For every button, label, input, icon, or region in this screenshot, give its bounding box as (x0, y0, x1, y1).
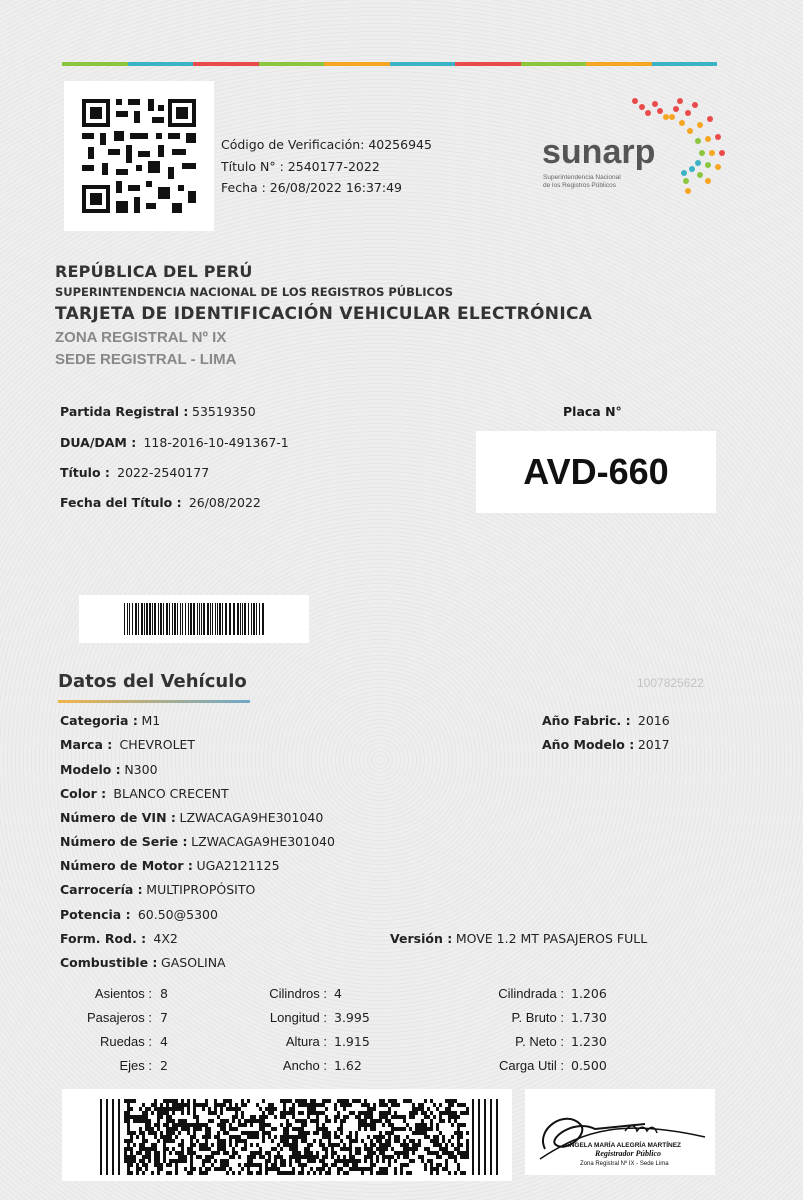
barcode-bar (219, 603, 221, 635)
ancho-label: Ancho : (282, 1058, 327, 1073)
barcode-bar (135, 603, 137, 635)
marca-row: Marca : CHEVROLET (60, 737, 196, 752)
altura-value: 1.915 (334, 1034, 370, 1049)
barcode-bar (240, 603, 241, 635)
barcode-bar (180, 603, 181, 635)
ejes-value: 2 (160, 1058, 168, 1073)
small-barcode (79, 595, 309, 643)
barcode-bar (163, 603, 164, 635)
barcode-bar (197, 603, 198, 635)
barcode-bar (149, 603, 151, 635)
altura-label: Altura : (285, 1034, 327, 1049)
barcode-bar (251, 603, 252, 635)
barcode-bar (201, 603, 202, 635)
barcode-bar (244, 603, 246, 635)
barcode-bar (210, 603, 211, 635)
barcode-bar (217, 603, 218, 635)
barcode-bar (152, 603, 153, 635)
barcode-bar (182, 603, 183, 635)
barcode-bar (193, 603, 195, 635)
barcode-bar (259, 603, 260, 635)
pdf417-barcode (62, 1089, 512, 1181)
barcode-bar (138, 603, 139, 635)
ruedas-label: Ruedas : (99, 1034, 152, 1049)
potencia-row: Potencia : 60.50@5300 (60, 907, 218, 922)
pneto-value: 1.230 (571, 1034, 607, 1049)
signature-stamp (525, 1089, 715, 1175)
ancho-value: 1.62 (334, 1058, 362, 1073)
asientos-value: 8 (160, 986, 168, 1001)
barcode-bar (169, 603, 170, 635)
pasajeros-label: Pasajeros : (86, 1010, 152, 1025)
barcode-bar (207, 603, 209, 635)
modelo-row: Modelo : N300 (60, 762, 158, 777)
cilindrada-value: 1.206 (571, 986, 607, 1001)
barcode-bar (242, 603, 243, 635)
barcode-bar (146, 603, 148, 635)
barcode-bar (215, 603, 216, 635)
vehicle-section-title: Datos del Vehículo (58, 671, 247, 692)
pbruto-value: 1.730 (571, 1010, 607, 1025)
dua-row: DUA/DAM : 118-2016-10-491367-1 (60, 435, 289, 450)
verification-block (221, 134, 432, 199)
barcode-bar (185, 603, 186, 635)
signer-role: Registrador Público (595, 1149, 662, 1158)
barcode-bar (248, 603, 249, 635)
barcode-bar (127, 603, 128, 635)
partida-row: Partida Registral : 53519350 (60, 404, 256, 419)
plate-label: Placa N° (563, 404, 622, 419)
qr-code (64, 81, 214, 231)
signer-zone: Zona Registral Nº IX - Sede Lima (580, 1161, 669, 1167)
serie-row: Número de Serie : LZWACAGA9HE301040 (60, 834, 335, 849)
titulo-row: Título : 2022-2540177 (60, 465, 210, 480)
barcode-bar (253, 603, 255, 635)
logo-subtitle-2: de los Registros Públicos (543, 182, 616, 189)
pneto-label: P. Neto : (515, 1034, 564, 1049)
anio-fabric-row: Año Fabric. : 2016 (542, 713, 670, 728)
agency-heading: SUPERINTENDENCIA NACIONAL DE LOS REGISTROS PÚBLICOS (55, 285, 454, 299)
longitud-value: 3.995 (334, 1010, 370, 1025)
sunarp-logo (540, 95, 730, 205)
fecha-titulo-row: Fecha del Título : 26/08/2022 (60, 495, 261, 510)
motor-row: Número de Motor : UGA2121125 (60, 858, 280, 873)
pasajeros-value: 7 (160, 1010, 168, 1025)
carga-label: Carga Util : (498, 1058, 564, 1073)
cilindros-value: 4 (334, 986, 342, 1001)
barcode-bar (190, 603, 192, 635)
verification-title: Título N° : 2540177-2022 (221, 158, 380, 174)
barcode-bar (160, 603, 162, 635)
barcode-bar (129, 603, 130, 635)
barcode-bar (174, 603, 176, 635)
zone-heading: ZONA REGISTRAL Nº IX (55, 329, 227, 346)
barcode-bar (233, 603, 235, 635)
version-row: Versión : MOVE 1.2 MT PASAJEROS FULL (390, 931, 648, 946)
barcode-bar (158, 603, 159, 635)
republic-heading: REPÚBLICA DEL PERÚ (55, 262, 253, 281)
barcode-bar (222, 603, 223, 635)
barcode-bar (262, 603, 264, 635)
plate-number: AVD-660 (523, 451, 669, 492)
plate-box (476, 431, 716, 513)
longitud-label: Longitud : (269, 1010, 327, 1025)
verification-date: Fecha : 26/08/2022 16:37:49 (221, 180, 402, 195)
ejes-label: Ejes : (119, 1058, 152, 1073)
barcode-bar (141, 603, 143, 635)
document-title: TARJETA DE IDENTIFICACIÓN VEHICULAR ELECTRÓNICA (55, 304, 593, 324)
seat-heading: SEDE REGISTRAL - LIMA (55, 351, 237, 368)
vin-row: Número de VIN : LZWACAGA9HE301040 (60, 810, 324, 825)
barcode-bar (203, 603, 205, 635)
verification-code: Código de Verificación: 40256945 (221, 137, 432, 152)
logo-text: sunarp (542, 133, 656, 171)
pbruto-label: P. Bruto : (511, 1010, 564, 1025)
barcode-bar (237, 603, 239, 635)
logo-subtitle-1: Superintendencia Nacional (543, 174, 621, 181)
cilindros-label: Cilindros : (269, 986, 327, 1001)
barcode-bar (229, 603, 231, 635)
barcode-bar (124, 603, 125, 635)
barcode-bar (144, 603, 145, 635)
carga-value: 0.500 (571, 1058, 607, 1073)
barcode-bar (256, 603, 257, 635)
barcode-bar (188, 603, 189, 635)
barcode-bar (154, 603, 156, 635)
asientos-label: Asientos : (94, 986, 152, 1001)
section-underline (58, 700, 250, 703)
barcode-bar (172, 603, 173, 635)
combustible-row: Combustible : GASOLINA (60, 955, 226, 970)
document-number: 1007825622 (637, 676, 704, 690)
barcode-bar (225, 603, 227, 635)
signer-name: ANGELA MARÍA ALEGRÍA MARTÍNEZ (565, 1142, 682, 1149)
categoria-row: Categoria : M1 (60, 713, 161, 728)
barcode-bar (199, 603, 200, 635)
formrod-row: Form. Rod. : 4X2 (60, 931, 178, 946)
cilindrada-label: Cilindrada : (498, 986, 564, 1001)
carroceria-row: Carrocería : MULTIPROPÓSITO (60, 882, 256, 897)
color-row: Color : BLANCO CRECENT (60, 786, 229, 801)
color-stripe (62, 62, 717, 66)
barcode-bar (166, 603, 168, 635)
barcode-bar (177, 603, 178, 635)
barcode-bar (132, 603, 133, 635)
ruedas-value: 4 (160, 1034, 168, 1049)
barcode-bar (212, 603, 213, 635)
anio-modelo-row: Año Modelo : 2017 (542, 737, 670, 752)
